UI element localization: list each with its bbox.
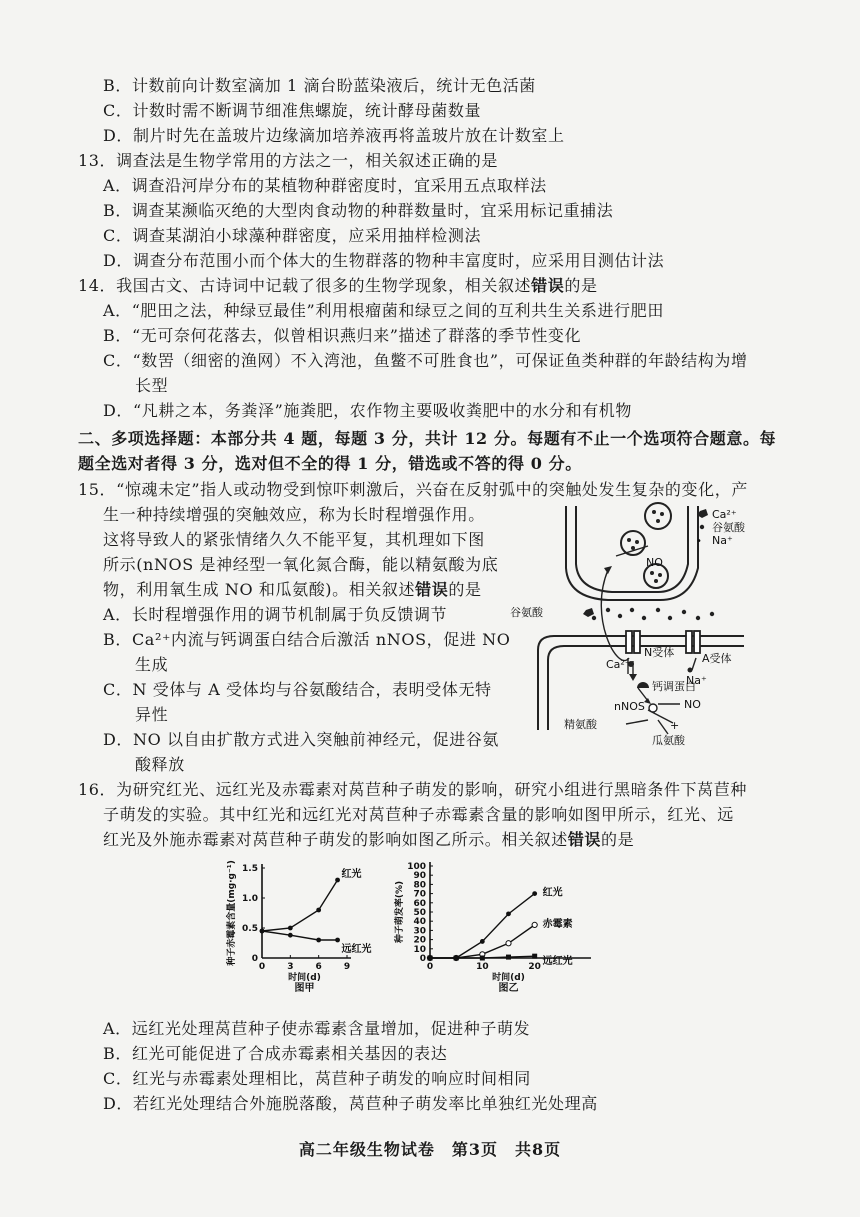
y-tick-label: 0.5: [242, 924, 258, 934]
data-point: [288, 933, 293, 938]
data-point: [506, 911, 511, 916]
data-point: [532, 891, 537, 896]
q15-stem-2: 生一种持续增强的突触效应，称为长时程增强作用。: [103, 505, 485, 524]
y-tick-label: 40: [413, 917, 426, 928]
n-receptor-label: N受体: [644, 646, 675, 659]
data-point: [532, 922, 537, 927]
calmodulin-label: 钙调蛋白: [652, 680, 696, 693]
q15-stem: 15．“惊魂未定”指人或动物受到惊吓刺激后，兴奋在反射弧中的突触处发生复杂的变化，产: [78, 480, 748, 499]
y-tick-label: 0: [419, 954, 426, 964]
y-axis-label: 种子赤霉素含量(mg·g⁻¹): [227, 860, 237, 966]
arginine-label: 精氨酸: [564, 718, 597, 731]
q14-option-c-cont: 长型: [135, 376, 169, 395]
section-2-heading: 二、多项选择题：本部分共 4 题，每题 3 分，共计 12 分。每题有不止一个选项符合题意。每: [78, 429, 777, 448]
q15-option-c-cont: 异性: [135, 705, 169, 724]
q16-option-a: A．远红光处理莴苣种子使赤霉素含量增加，促进种子萌发: [103, 1019, 531, 1038]
q15-stem-5: [103, 579, 482, 601]
legend-glutamate: 谷氨酸: [712, 521, 745, 534]
y-tick-label: 100: [407, 862, 426, 872]
no-top-label: NO: [646, 556, 663, 569]
q13-option-b: B．调查某濒临灭绝的大型肉食动物的种群数量时，宜采用标记重捕法: [103, 201, 614, 220]
q14-option-c: C．“数罟（细密的渔网）不入湾池，鱼鳖不可胜食也”，可保证鱼类种群的年龄结构为增: [103, 351, 748, 370]
q13-option-c: C．调查某湖泊小球藻种群密度，应采用抽样检测法: [103, 226, 482, 245]
data-point: [480, 939, 485, 944]
y-tick-label: 20: [413, 935, 426, 946]
q14-stem-text: 14．我国古文、古诗词中记载了很多的生物学现象，相关叙述: [78, 276, 532, 295]
legend-ca: Ca²⁺: [712, 508, 737, 521]
q16-option-b: B．红光可能促进了合成赤霉素相关基因的表达: [103, 1044, 448, 1063]
q14-stem-end: 的是: [564, 276, 598, 295]
q15-option-d: D．NO 以自由扩散方式进入突触前神经元，促进谷氨: [103, 730, 500, 749]
y-tick-label: 80: [413, 880, 426, 891]
y-tick-label: 60: [413, 898, 426, 909]
q14-stem: [78, 275, 598, 297]
chart-title: 图甲: [294, 983, 315, 994]
q15-stem-4: 所示(nNOS 是神经型一氧化氮合酶，能以精氨酸为底: [103, 555, 499, 574]
glutamate-label: 谷氨酸: [510, 606, 543, 619]
q15-stem-5-end: 的是: [448, 580, 482, 599]
series-label: 远红光: [341, 944, 372, 955]
q14-option-d: D．“凡耕之本，务粪泽”施粪肥，农作物主要吸收粪肥中的水分和有机物: [103, 401, 632, 420]
data-point: [506, 955, 511, 960]
q12-option-d: D．制片时先在盖玻片边缘滴加培养液再将盖玻片放在计数室上: [103, 126, 565, 145]
chart-figure-jia: [222, 848, 392, 1008]
q16-stem-emphasis: 错误: [567, 830, 602, 849]
page-footer: 高二年级生物试卷 第3页 共8页: [298, 1140, 562, 1159]
chart-figure-yi: [392, 848, 622, 1008]
data-point: [288, 926, 293, 931]
y-tick-label: 90: [413, 871, 426, 882]
no-bottom-label: NO: [684, 698, 701, 711]
q16-stem-3-end: 的是: [601, 830, 635, 849]
data-point: [260, 929, 265, 934]
q14-option-b: B．“无可奈何花落去，似曾相识燕归来”描述了群落的季节性变化: [103, 326, 582, 345]
q12-option-b: B．计数前向计数室滴加 1 滴台盼蓝染液后，统计无色活菌: [103, 76, 536, 95]
data-point: [506, 941, 511, 946]
data-point: [480, 956, 485, 961]
y-tick-label: 50: [413, 908, 426, 918]
y-tick-label: 1.5: [242, 864, 258, 874]
data-point: [532, 954, 537, 959]
q14-stem-emphasis: 错误: [531, 276, 565, 295]
q16-stem: 16．为研究红光、远红光及赤霉素对莴苣种子萌发的影响，研究小组进行黑暗条件下莴苣种: [78, 780, 747, 799]
series-line: [262, 880, 338, 931]
y-tick-label: 10: [413, 944, 426, 955]
x-tick-label: 10: [476, 962, 489, 972]
q16-stem-3-text: 红光及外施赤霉素对莴苣种子萌发的影响如图乙所示。相关叙述: [103, 830, 568, 849]
y-tick-label: 30: [413, 926, 426, 937]
synapse-diagram: [508, 498, 768, 758]
series-label: 红光: [542, 887, 563, 899]
q15-stem-3: 这将导致人的紧张情绪久久不能平复，其机理如下图: [103, 530, 485, 549]
q16-option-d: D．若红光处理结合外施脱落酸，莴苣种子萌发率比单独红光处理高: [103, 1094, 598, 1113]
y-axis-label: 种子萌发率(%): [395, 880, 405, 944]
a-receptor-label: A受体: [702, 652, 732, 665]
series-line: [262, 931, 338, 940]
data-point: [316, 908, 321, 913]
q15-option-d-cont: 酸释放: [135, 755, 185, 774]
x-tick-label: 0: [426, 962, 434, 972]
y-tick-label: 70: [413, 889, 426, 900]
x-tick-label: 20: [528, 962, 541, 972]
legend-na-star: •: [696, 536, 702, 547]
q15-option-c: C．N 受体与 A 受体均与谷氨酸结合，表明受体无特: [103, 680, 492, 699]
q13-option-d: D．调查分布范围小而个体大的生物群落的物种丰富度时，应采用目测估计法: [103, 251, 665, 270]
q12-option-c: C．计数时需不断调节细准焦螺旋，统计酵母菌数量: [103, 101, 482, 120]
q15-option-b: B．Ca²⁺内流与钙调蛋白结合后激活 nNOS，促进 NO: [103, 630, 511, 649]
q16-stem-2: 子萌发的实验。其中红光和远红光对莴苣种子赤霉素含量的影响如图甲所示，红光、远: [103, 805, 734, 824]
y-tick-label: 0: [251, 954, 258, 964]
q15-option-b-cont: 生成: [135, 655, 169, 674]
na-label: Na⁺: [686, 674, 707, 687]
data-point: [316, 938, 321, 943]
chart-title: 图乙: [498, 983, 519, 994]
data-point: [428, 956, 433, 961]
legend-na: Na⁺: [712, 534, 733, 547]
ca-label: Ca²⁺: [606, 658, 631, 671]
q13-option-a: A．调查沿河岸分布的某植物种群密度时，宜采用五点取样法: [103, 176, 547, 195]
plus-sign: +: [670, 719, 680, 732]
y-tick-label: 1.0: [242, 894, 258, 904]
x-tick-label: 0: [258, 962, 266, 972]
series-label: 红光: [341, 869, 362, 880]
q15-option-a: A．长时程增强作用的调节机制属于负反馈调节: [103, 605, 448, 624]
x-tick-label: 9: [343, 962, 351, 972]
q14-option-a: A．“肥田之法，种绿豆最佳”利用根瘤菌和绿豆之间的互利共生关系进行肥田: [103, 301, 664, 320]
section-2-heading-cont: 题全选对者得 3 分，选对但不全的得 1 分，错选或不答的得 0 分。: [78, 454, 582, 473]
q16-option-c: C．红光与赤霉素处理相比，莴苣种子萌发的响应时间相同: [103, 1069, 531, 1088]
q15-stem-emphasis: 错误: [415, 580, 449, 599]
series-label: 赤霉素: [542, 918, 573, 930]
x-axis-label: 时间(d): [492, 973, 525, 983]
q15-stem-5-text: 物，利用氧生成 NO 和瓜氨酸)。相关叙述: [103, 580, 416, 599]
data-point: [335, 878, 340, 883]
x-tick-label: 3: [287, 962, 294, 972]
x-tick-label: 6: [315, 962, 322, 972]
q13-stem: 13．调查法是生物学常用的方法之一，相关叙述正确的是: [78, 151, 498, 170]
citrulline-label: 瓜氨酸: [652, 734, 685, 747]
series-label: 远红光: [542, 956, 573, 968]
nnos-label: nNOS: [614, 700, 645, 713]
data-point: [335, 938, 340, 943]
data-point: [454, 956, 459, 961]
series-line: [430, 894, 535, 958]
x-axis-label: 时间(d): [288, 973, 321, 983]
